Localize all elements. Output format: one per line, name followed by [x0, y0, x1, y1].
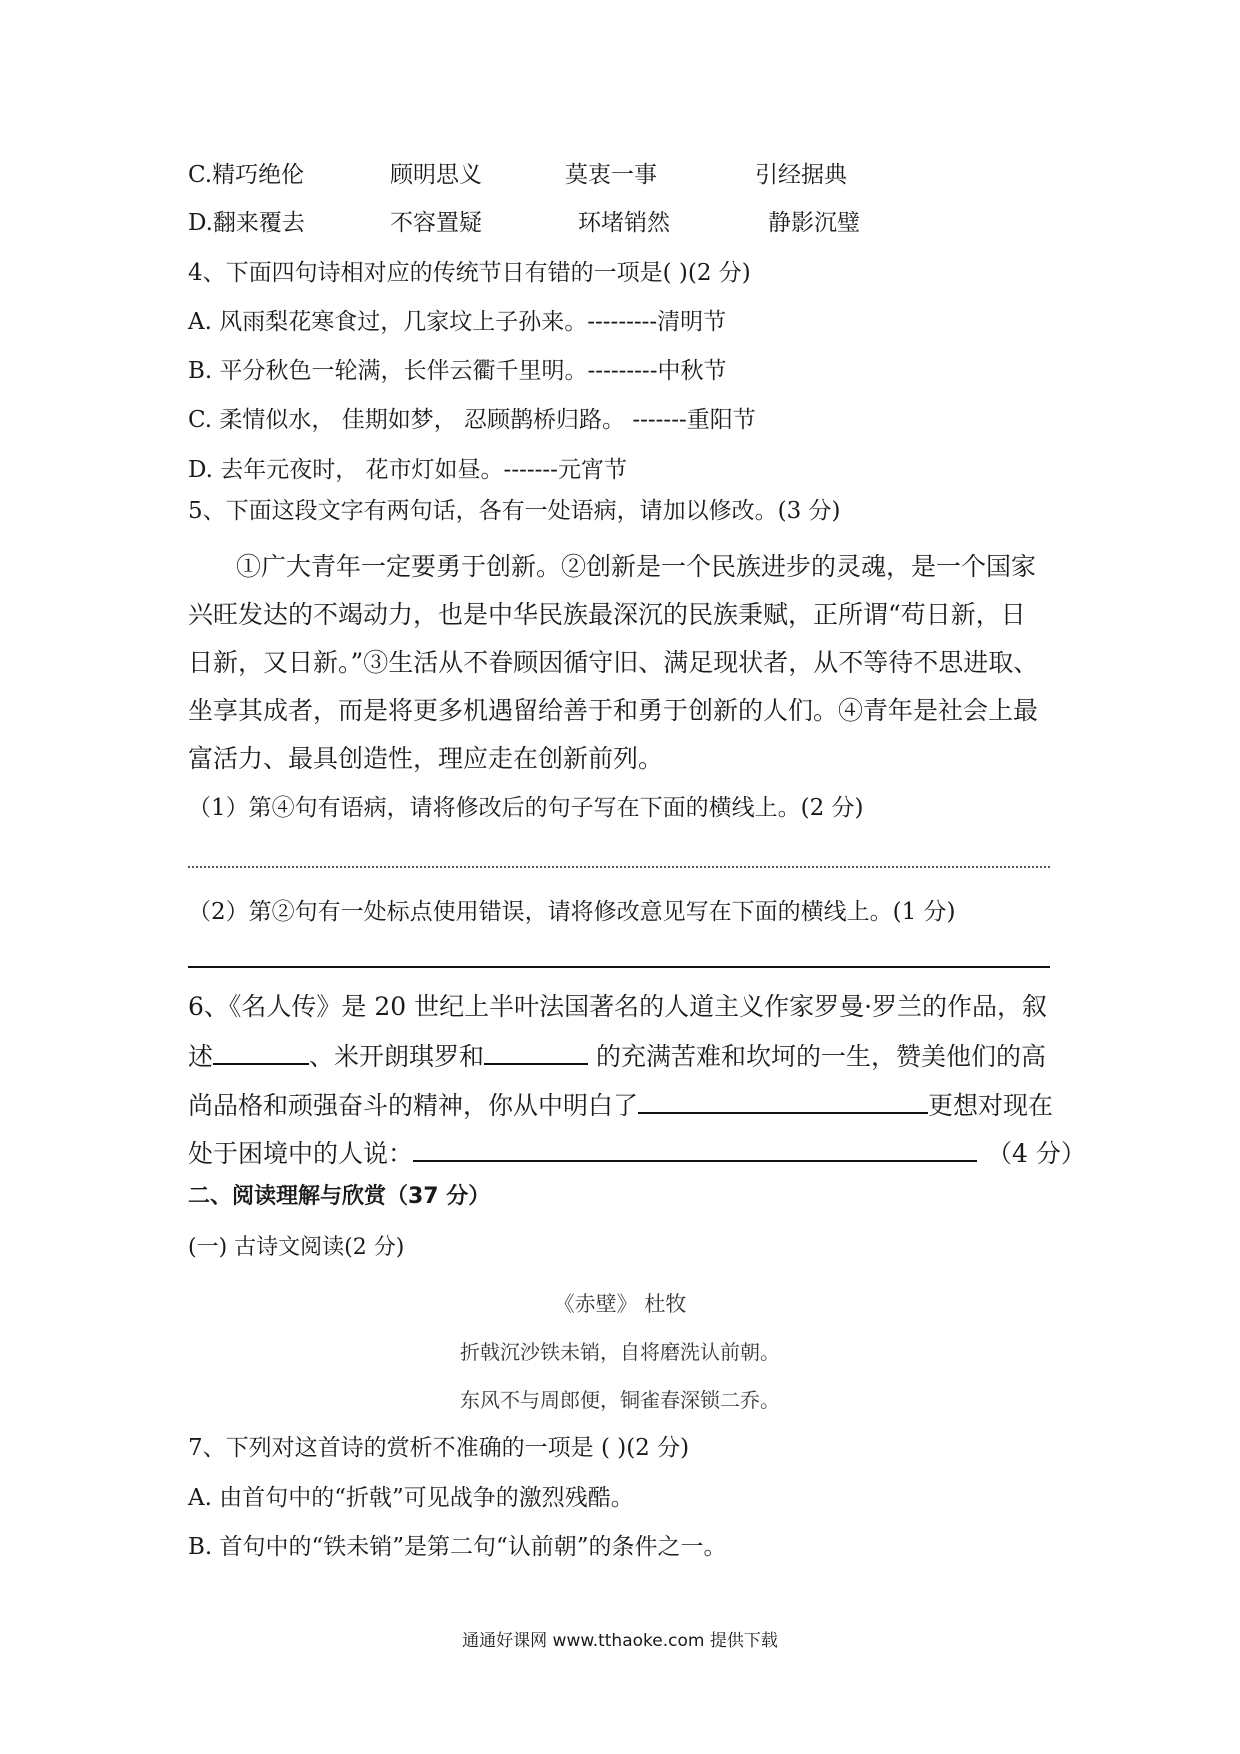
q3-option-d-word3: 环堵销然 — [578, 210, 670, 236]
q3-option-c-word4: 引经据典 — [755, 162, 847, 188]
q6-line-4 — [188, 1138, 1086, 1169]
q6-line-2 — [188, 1041, 1046, 1072]
q4-option-b: B. 平分秋色一轮满，长伴云衢千里明。---------中秋节 — [188, 358, 727, 384]
q4-option-d: D. 去年元夜时， 花市灯如昼。-------元宵节 — [188, 457, 627, 483]
q5-stem: 5、下面这段文字有两句话，各有一处语病，请加以修改。(3 分) — [188, 498, 841, 524]
q6-blank-1[interactable] — [213, 1041, 309, 1065]
q7-option-b: B. 首句中的“铁未销”是第二句“认前朝”的条件之一。 — [188, 1534, 727, 1560]
q7-option-a: A. 由首句中的“折戟”可见战争的激烈残酷。 — [188, 1485, 634, 1511]
q5-paragraph-line-5: 富活力、最具创造性，理应走在创新前列。 — [188, 744, 664, 773]
q3-option-c-word2: 顾明思义 — [390, 162, 482, 188]
q5-answer-line-2[interactable] — [188, 966, 1050, 968]
poem-line-2: 东风不与周郎便，铜雀春深锁二乔。 — [460, 1388, 780, 1412]
poem-title: 《赤壁》 杜牧 — [553, 1292, 687, 1316]
q5-paragraph-line-2: 兴旺发达的不竭动力，也是中华民族最深沉的民族秉赋，正所谓“苟日新，日 — [188, 600, 1026, 629]
q6-line-3-end: 更想对现在 — [928, 1091, 1054, 1120]
q5-paragraph-line-3: 日新，又日新。”③生活从不眷顾因循守旧、满足现状者，从不等待不思进取、 — [188, 648, 1039, 677]
poem-line-1: 折戟沉沙铁未销，自将磨洗认前朝。 — [460, 1340, 780, 1364]
q6-blank-3[interactable] — [638, 1090, 928, 1114]
q3-option-d-word4: 静影沉璧 — [768, 210, 860, 236]
q5-paragraph-line-4: 坐享其成者，而是将更多机遇留给善于和勇于创新的人们。④青年是社会上最 — [188, 696, 1039, 725]
q6-blank-2[interactable] — [484, 1041, 588, 1065]
q4-option-c: C. 柔情似水， 佳期如梦， 忍顾鹊桥归路。 -------重阳节 — [188, 407, 756, 433]
q4-option-a: A. 风雨梨花寒食过，几家坟上子孙来。---------清明节 — [188, 309, 727, 335]
q6-line-4-start: 处于困境中的人说： — [188, 1139, 414, 1168]
q6-line-3-start: 尚品格和顽强奋斗的精神，你从中明白了 — [188, 1091, 639, 1120]
q5-answer-line-1[interactable] — [188, 866, 1050, 868]
q3-option-d-word2: 不容置疑 — [390, 210, 482, 236]
q3-option-d-label: D.翻来覆去 — [188, 210, 305, 236]
q6-line-2-start: 述 — [188, 1042, 214, 1071]
q3-option-c-word3: 莫衷一事 — [565, 162, 657, 188]
footer-credit: 通通好课网 www.tthaoke.com 提供下载 — [462, 1631, 778, 1651]
q7-stem: 7、下列对这首诗的赏析不准确的一项是 ( )(2 分) — [188, 1435, 690, 1461]
q6-score: （4 分） — [987, 1139, 1086, 1168]
section-2-subtitle: (一) 古诗文阅读(2 分) — [188, 1235, 405, 1260]
q5-paragraph-line-1: ①广大青年一定要勇于创新。②创新是一个民族进步的灵魂，是一个国家 — [236, 552, 1037, 581]
q6-line-1: 6、《名人传》是 20 世纪上半叶法国著名的人道主义作家罗曼·罗兰的作品，叙 — [188, 992, 1048, 1021]
q6-line-2-mid: 、米开朗琪罗和 — [309, 1042, 485, 1071]
section-2-title: 二、阅读理解与欣赏（37 分） — [188, 1184, 491, 1209]
q5-subquestion-1: （1）第④句有语病，请将修改后的句子写在下面的横线上。(2 分) — [188, 795, 864, 821]
q6-line-3 — [188, 1090, 1053, 1121]
q6-blank-4[interactable] — [413, 1138, 977, 1162]
q5-subquestion-2: （2）第②句有一处标点使用错误，请将修改意见写在下面的横线上。(1 分) — [188, 899, 956, 925]
q4-stem: 4、下面四句诗相对应的传统节日有错的一项是( )(2 分) — [188, 260, 751, 286]
q6-line-2-end: 的充满苦难和坎坷的一生，赞美他们的高 — [588, 1042, 1046, 1071]
q3-option-c-label: C.精巧绝伦 — [188, 162, 305, 188]
